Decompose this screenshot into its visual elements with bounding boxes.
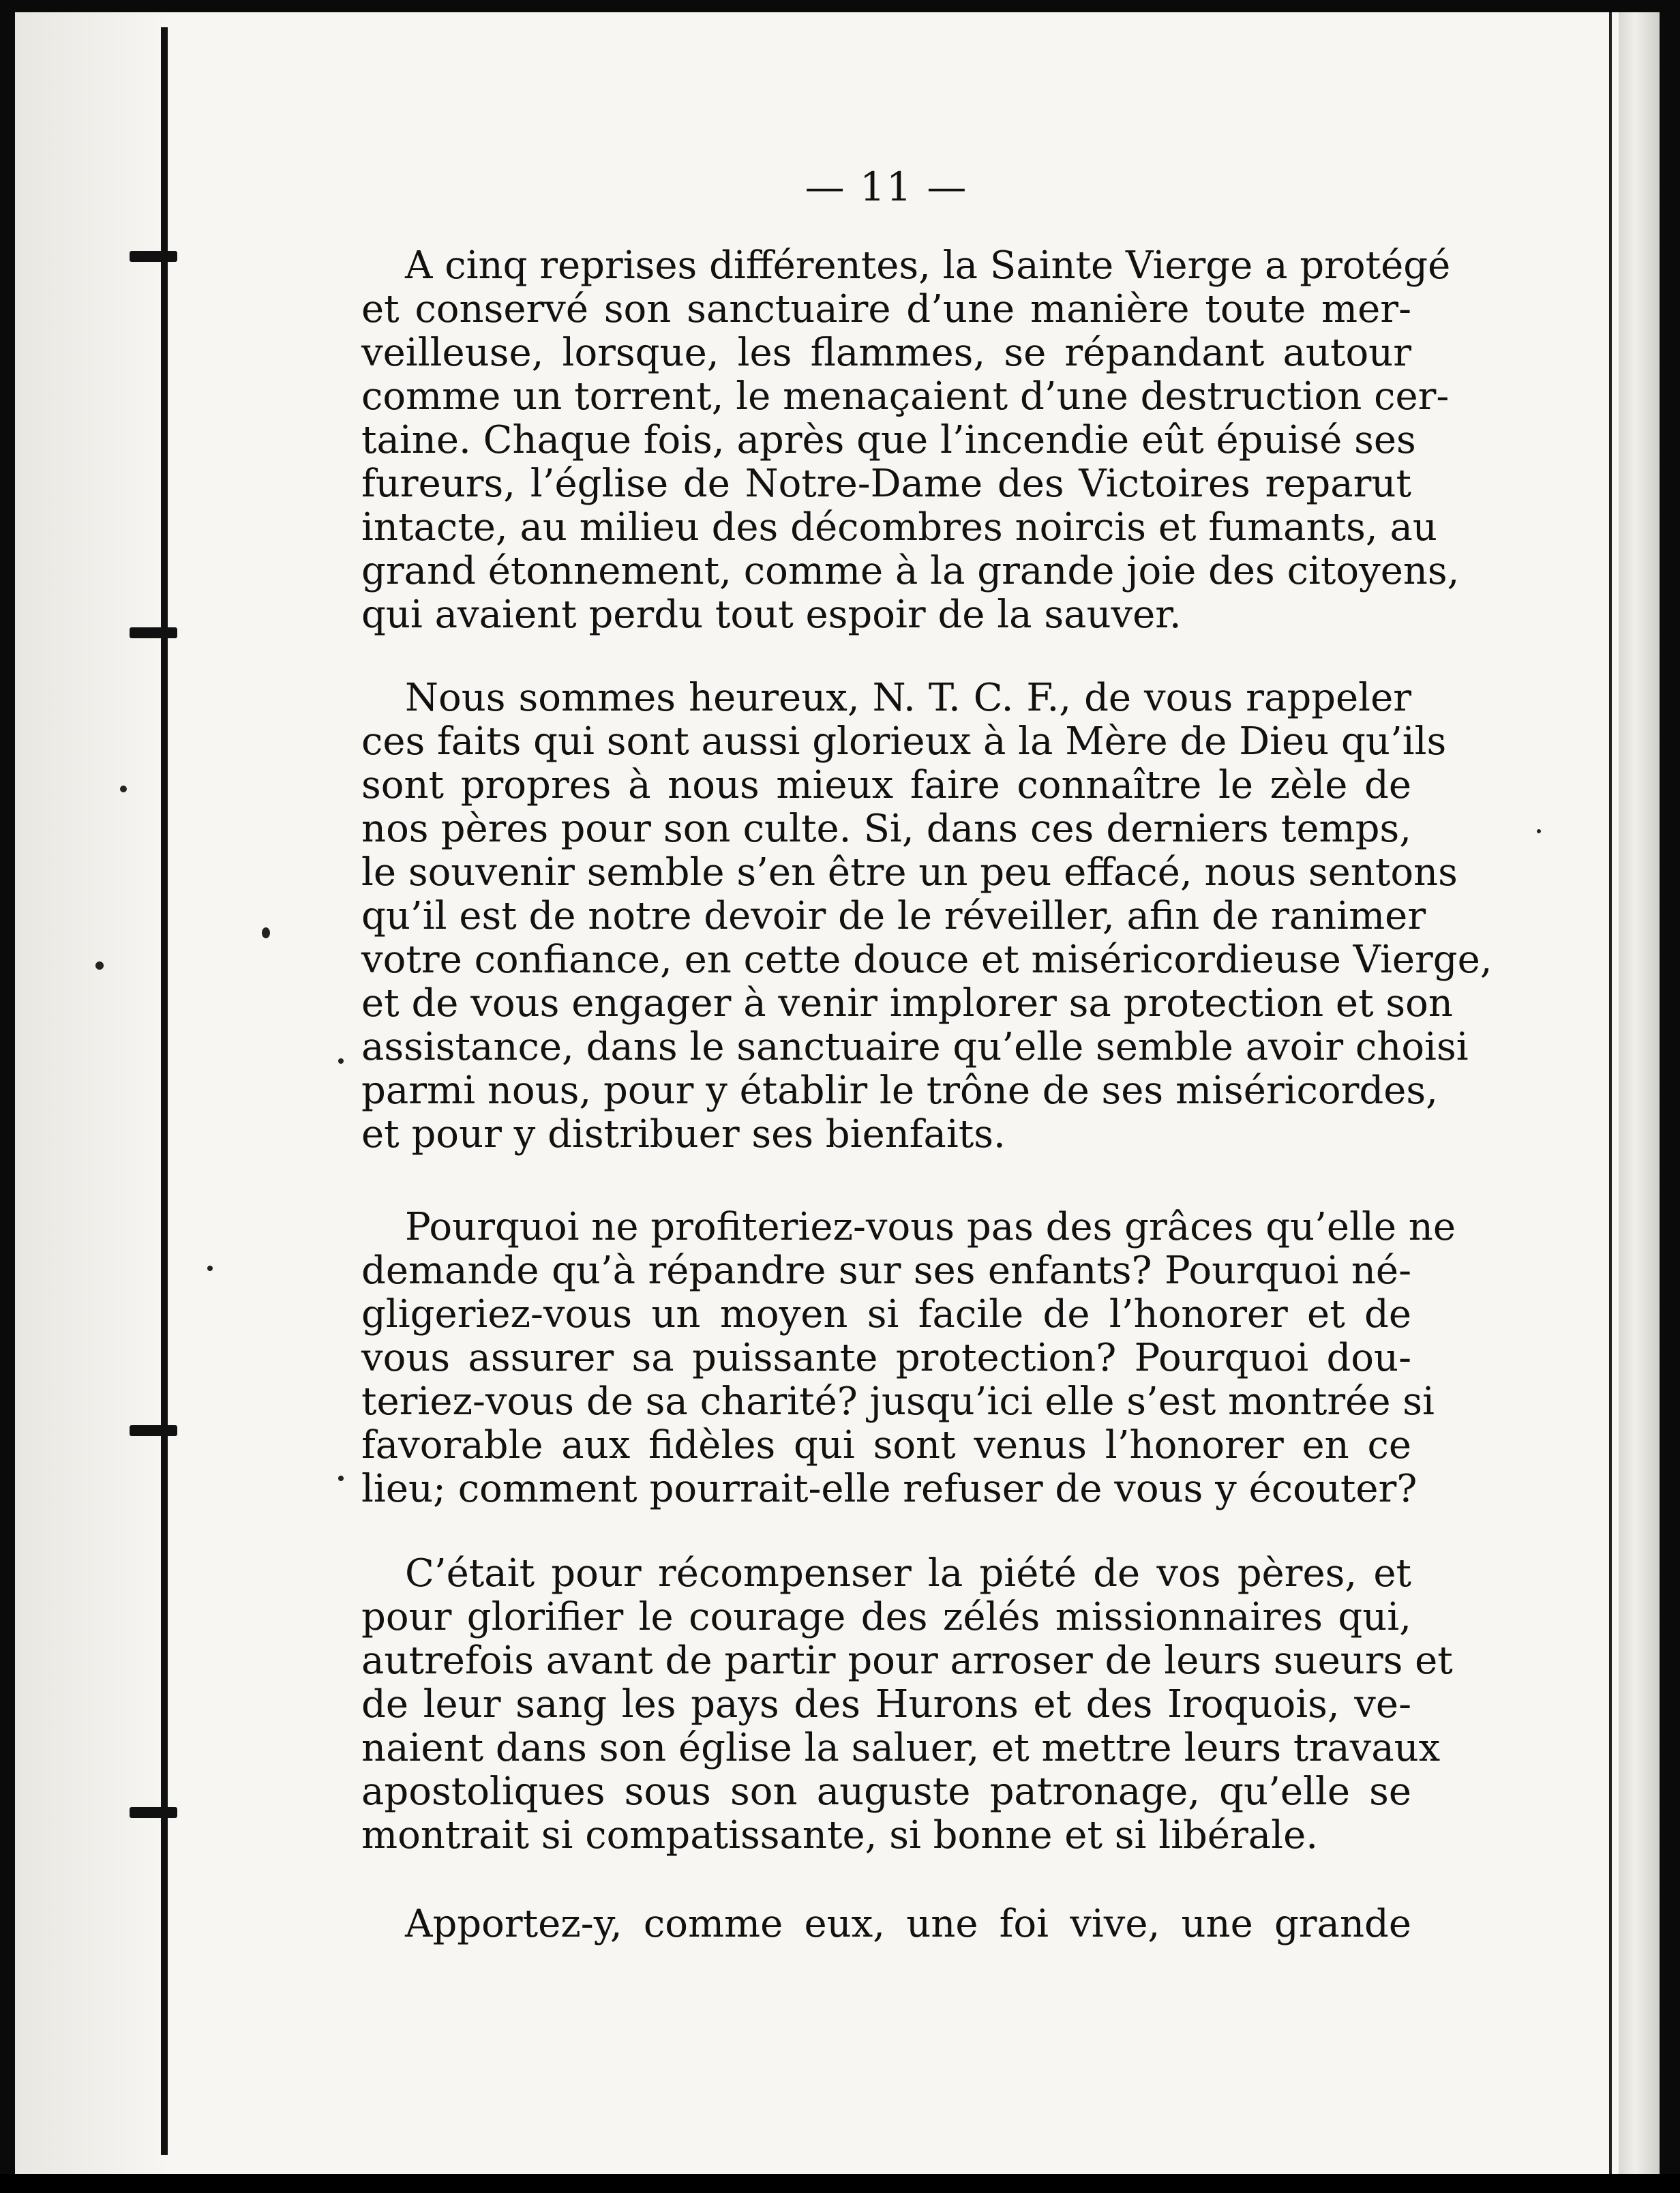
text-line: et conservé son sanctuaire d’une manière toute mer- — [361, 287, 1411, 331]
ink-speck — [338, 1058, 344, 1064]
text-line: et de vous engager à venir implorer sa protection et son — [361, 981, 1453, 1026]
text-line: demande qu’à répandre sur ses enfants? Pourquoi né- — [361, 1249, 1411, 1293]
text-line: grand étonnement, comme à la grande joie des citoyens, — [361, 549, 1460, 593]
binding-stitch — [130, 1425, 177, 1436]
binding-stitch — [130, 1807, 177, 1818]
text-line: qui avaient perdu tout espoir de la sauver. — [361, 593, 1182, 637]
paragraph — [361, 676, 1492, 1157]
text-line: votre confiance, en cette douce et miséricordieuse Vierge, — [361, 938, 1492, 982]
text-line: favorable aux fidèles qui sont venus l’honorer en ce — [361, 1423, 1411, 1467]
text-line: fureurs, l’église de Notre-Dame des Victoires reparut — [361, 462, 1411, 506]
text-line: ces faits qui sont aussi glorieux à la Mère de Dieu qu’ils — [361, 719, 1447, 764]
page-edge-line — [1609, 12, 1612, 2174]
binding-stitch — [130, 627, 177, 638]
text-line: sont propres à nous mieux faire connaître le zèle de — [361, 763, 1411, 807]
text-line: Pourquoi ne profiteriez-vous pas des grâces qu’elle ne — [405, 1205, 1456, 1249]
text-line: A cinq reprises différentes, la Sainte Vierge a protégé — [405, 243, 1451, 288]
page-number: — 11 — — [805, 164, 968, 210]
text-line: nos pères pour son culte. Si, dans ces derniers temps, — [361, 807, 1411, 851]
text-line: taine. Chaque fois, après que l’incendie eût épuisé ses — [361, 418, 1416, 462]
scan-bottom-border — [0, 2174, 1680, 2193]
ink-speck — [95, 961, 104, 970]
text-line: de leur sang les pays des Hurons et des Iroquois, ve- — [361, 1682, 1411, 1727]
text-line: teriez-vous de sa charité? jusqu’ici elle s’est montrée si — [361, 1379, 1435, 1424]
text-line: lieu; comment pourrait-elle refuser de vous y écouter? — [361, 1467, 1418, 1511]
paragraph — [361, 1205, 1456, 1511]
text-line: parmi nous, pour y établir le trône de ses miséricordes, — [361, 1069, 1438, 1113]
text-line: qu’il est de notre devoir de le réveiller, afin de ranimer — [361, 894, 1426, 938]
page-gutter — [15, 12, 170, 2174]
paragraph — [361, 1551, 1453, 1858]
text-line: comme un torrent, le menaçaient d’une destruction cer- — [361, 374, 1450, 419]
ink-speck — [1537, 829, 1541, 833]
text-line: vous assurer sa puissante protection? Pourquoi dou- — [361, 1336, 1411, 1380]
paragraph — [361, 243, 1460, 637]
text-line: Nous sommes heureux, N. T. C. F., de vous rappeler — [405, 676, 1411, 720]
text-line: assistance, dans le sanctuaire qu’elle semble avoir choisi — [361, 1025, 1469, 1069]
text-line: autrefois avant de partir pour arroser de leurs sueurs et — [361, 1639, 1453, 1683]
ink-speck — [120, 786, 127, 792]
text-line: gligeriez-vous un moyen si facile de l’honorer et de — [361, 1292, 1411, 1337]
ink-speck — [338, 1476, 344, 1481]
text-line: intacte, au milieu des décombres noircis et fumants, au — [361, 505, 1437, 550]
text-line: apostoliques sous son auguste patronage, qu’elle se — [361, 1770, 1411, 1814]
text-line: le souvenir semble s’en être un peu effacé, nous sentons — [361, 850, 1458, 895]
text-line: et pour y distribuer ses bienfaits. — [361, 1112, 1006, 1157]
binding-stitch — [130, 251, 177, 262]
binding-thread — [161, 27, 168, 2155]
text-line: veilleuse, lorsque, les flammes, se répandant autour — [361, 331, 1411, 375]
paragraph — [361, 1903, 1411, 1946]
text-line: pour glorifier le courage des zélés missionnaires qui, — [361, 1595, 1411, 1639]
text-line: naient dans son église la saluer, et mettre leurs travaux — [361, 1726, 1441, 1770]
ink-speck — [262, 927, 270, 938]
text-line: C’était pour récompenser la piété de vos pères, et — [405, 1551, 1411, 1596]
page-edge — [1619, 12, 1660, 2174]
text-line: montrait si compatissante, si bonne et si libérale. — [361, 1813, 1319, 1858]
text-line: Apportez-y, comme eux, une foi vive, une grande — [405, 1902, 1411, 1946]
ink-speck — [207, 1266, 213, 1271]
